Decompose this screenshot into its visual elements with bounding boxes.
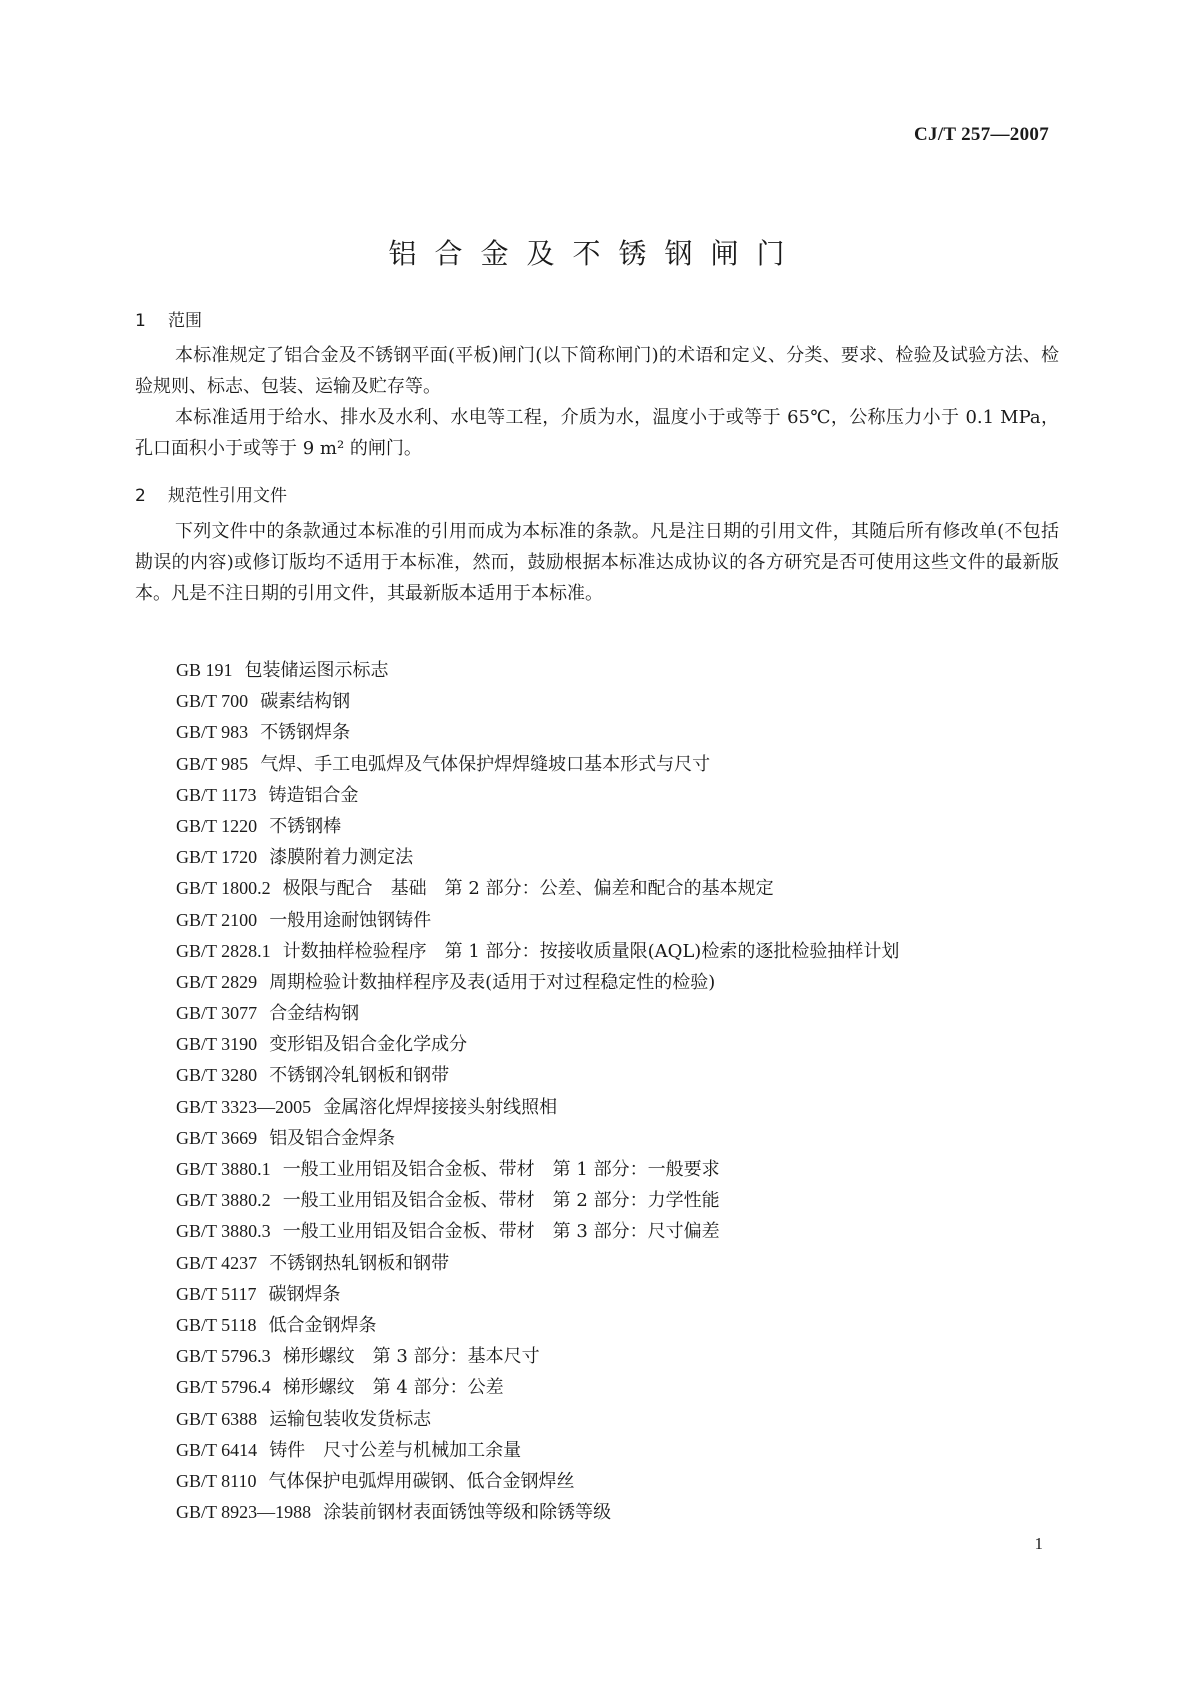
reference-code: GB/T 3280 (176, 1065, 258, 1086)
section-2-heading (135, 481, 287, 506)
reference-code: GB/T 985 (176, 753, 249, 774)
reference-code: GB/T 8923—1988 (176, 1502, 312, 1523)
reference-code: GB/T 5796.4 (176, 1377, 271, 1398)
reference-item (176, 1497, 899, 1528)
reference-item (176, 998, 899, 1029)
reference-code: GB/T 3077 (176, 1003, 258, 1024)
reference-item (176, 1216, 899, 1247)
reference-title: 铸件 尺寸公差与机械加工余量 (269, 1439, 522, 1461)
reference-code: GB/T 8110 (176, 1470, 257, 1491)
reference-item (176, 1372, 899, 1403)
reference-title: 不锈钢冷轧钢板和钢带 (269, 1065, 450, 1087)
reference-title: 碳钢焊条 (268, 1283, 341, 1305)
reference-code: GB/T 700 (176, 691, 249, 712)
reference-title: 梯形螺纹 第 3 部分：基本尺寸 (282, 1346, 540, 1368)
section-2-number: 2 (135, 486, 146, 506)
reference-title: 一般工业用铝及铝合金板、带材 第 2 部分：力学性能 (282, 1190, 720, 1212)
reference-item (176, 1092, 899, 1123)
reference-item (176, 686, 899, 717)
reference-title: 合金结构钢 (269, 1003, 360, 1025)
reference-title: 不锈钢热轧钢板和钢带 (269, 1252, 450, 1274)
reference-code: GB/T 2828.1 (176, 940, 271, 961)
reference-title: 周期检验计数抽样程序及表(适用于对过程稳定性的检验) (269, 971, 716, 993)
reference-item (176, 1123, 899, 1154)
reference-title: 涂装前钢材表面锈蚀等级和除锈等级 (323, 1502, 612, 1524)
reference-title: 变形铝及铝合金化学成分 (269, 1034, 468, 1056)
reference-title: 一般工业用铝及铝合金板、带材 第 1 部分：一般要求 (282, 1159, 720, 1180)
section-1-title: 范围 (168, 311, 202, 331)
reference-title: 极限与配合 基础 第 2 部分：公差、偏差和配合的基本规定 (282, 878, 774, 900)
section-2-intro: 下列文件中的条款通过本标准的引用而成为本标准的条款。凡是注日期的引用文件，其随后所有修改单(不包括勘误的内容)或修订版均不适用于本标准，然而，鼓励根据本标准达成协议的各方研究是否可使用这些文件的最新版本。凡是不注日期的引用文件，其最新版本适用于本标准。 (135, 521, 1059, 604)
reference-title: 碳素结构钢 (260, 691, 351, 713)
reference-title: 低合金钢焊条 (268, 1314, 377, 1336)
reference-item (176, 936, 899, 967)
reference-item (176, 873, 899, 904)
reference-item (176, 1248, 899, 1279)
reference-code: GB 191 (176, 660, 233, 680)
section-1-paragraph: 本标准规定了铝合金及不锈钢平面(平板)闸门(以下简称闸门)的术语和定义、分类、要求、检验及试验方法、检验规则、标志、包装、运输及贮存等。 (135, 345, 1059, 397)
reference-title: 金属溶化焊焊接接头射线照相 (323, 1096, 558, 1118)
reference-item (176, 1404, 899, 1435)
reference-code: GB/T 4237 (176, 1252, 258, 1273)
reference-code: GB/T 3880.1 (176, 1159, 271, 1179)
reference-code: GB/T 5796.3 (176, 1346, 271, 1367)
reference-code: GB/T 6388 (176, 1408, 258, 1429)
reference-item (176, 1341, 899, 1372)
reference-title: 一般工业用铝及铝合金板、带材 第 3 部分：尺寸偏差 (282, 1221, 720, 1243)
reference-item (176, 1185, 899, 1216)
reference-item (176, 1029, 899, 1060)
reference-title: 气体保护电弧焊用碳钢、低合金钢焊丝 (268, 1470, 575, 1492)
page-number: 1 (1034, 1534, 1043, 1553)
reference-title: 包装储运图示标志 (244, 660, 389, 681)
reference-title: 不锈钢焊条 (260, 722, 351, 744)
reference-code: GB/T 5118 (176, 1314, 257, 1335)
reference-item (176, 1154, 899, 1185)
reference-title: 不锈钢棒 (269, 815, 342, 837)
section-1-paragraph: 本标准适用于给水、排水及水利、水电等工程，介质为水，温度小于或等于 65℃，公称压力小于 0.1 MPa，孔口面积小于或等于 9 m² 的闸门。 (135, 407, 1059, 459)
reference-item (176, 749, 899, 780)
reference-item (176, 1060, 899, 1091)
reference-title: 一般用途耐蚀钢铸件 (269, 909, 432, 931)
reference-code: GB/T 3880.3 (176, 1221, 271, 1242)
reference-title: 气焊、手工电弧焊及气体保护焊焊缝坡口基本形式与尺寸 (260, 753, 711, 775)
reference-code: GB/T 3669 (176, 1127, 258, 1148)
reference-title: 铸造铝合金 (268, 784, 359, 806)
reference-title: 运输包装收发货标志 (269, 1408, 432, 1430)
reference-code: GB/T 6414 (176, 1439, 258, 1460)
section-1-heading (135, 306, 202, 331)
reference-item (176, 905, 899, 936)
standard-code: CJ/T 257—2007 (914, 124, 1049, 145)
reference-item (176, 1279, 899, 1310)
reference-item (176, 1435, 899, 1466)
reference-item (176, 655, 899, 686)
reference-title: 计数抽样检验程序 第 1 部分：按接收质量限(AQL)检索的逐批检验抽样计划 (282, 940, 900, 962)
reference-code: GB/T 5117 (176, 1283, 257, 1304)
section-2-title: 规范性引用文件 (168, 486, 287, 506)
reference-title: 漆膜附着力测定法 (269, 847, 414, 869)
reference-code: GB/T 1220 (176, 815, 258, 836)
reference-code: GB/T 2829 (176, 971, 258, 992)
reference-code: GB/T 1800.2 (176, 878, 271, 899)
reference-code: GB/T 3323—2005 (176, 1096, 312, 1117)
reference-item (176, 1466, 899, 1497)
reference-item (176, 717, 899, 748)
reference-item (176, 967, 899, 998)
reference-title: 铝及铝合金焊条 (269, 1127, 396, 1149)
reference-list (176, 655, 899, 1528)
reference-item (176, 780, 899, 811)
reference-code: GB/T 983 (176, 722, 249, 743)
page-title: 铝合金及不锈钢闸门 (388, 237, 803, 270)
reference-code: GB/T 1173 (176, 784, 257, 805)
section-1-number: 1 (135, 311, 146, 331)
reference-code: GB/T 3880.2 (176, 1190, 271, 1211)
reference-item (176, 842, 899, 873)
reference-code: GB/T 1720 (176, 847, 258, 868)
reference-item (176, 1310, 899, 1341)
reference-code: GB/T 3190 (176, 1034, 258, 1055)
reference-item (176, 811, 899, 842)
reference-title: 梯形螺纹 第 4 部分：公差 (282, 1377, 504, 1399)
reference-code: GB/T 2100 (176, 909, 258, 930)
